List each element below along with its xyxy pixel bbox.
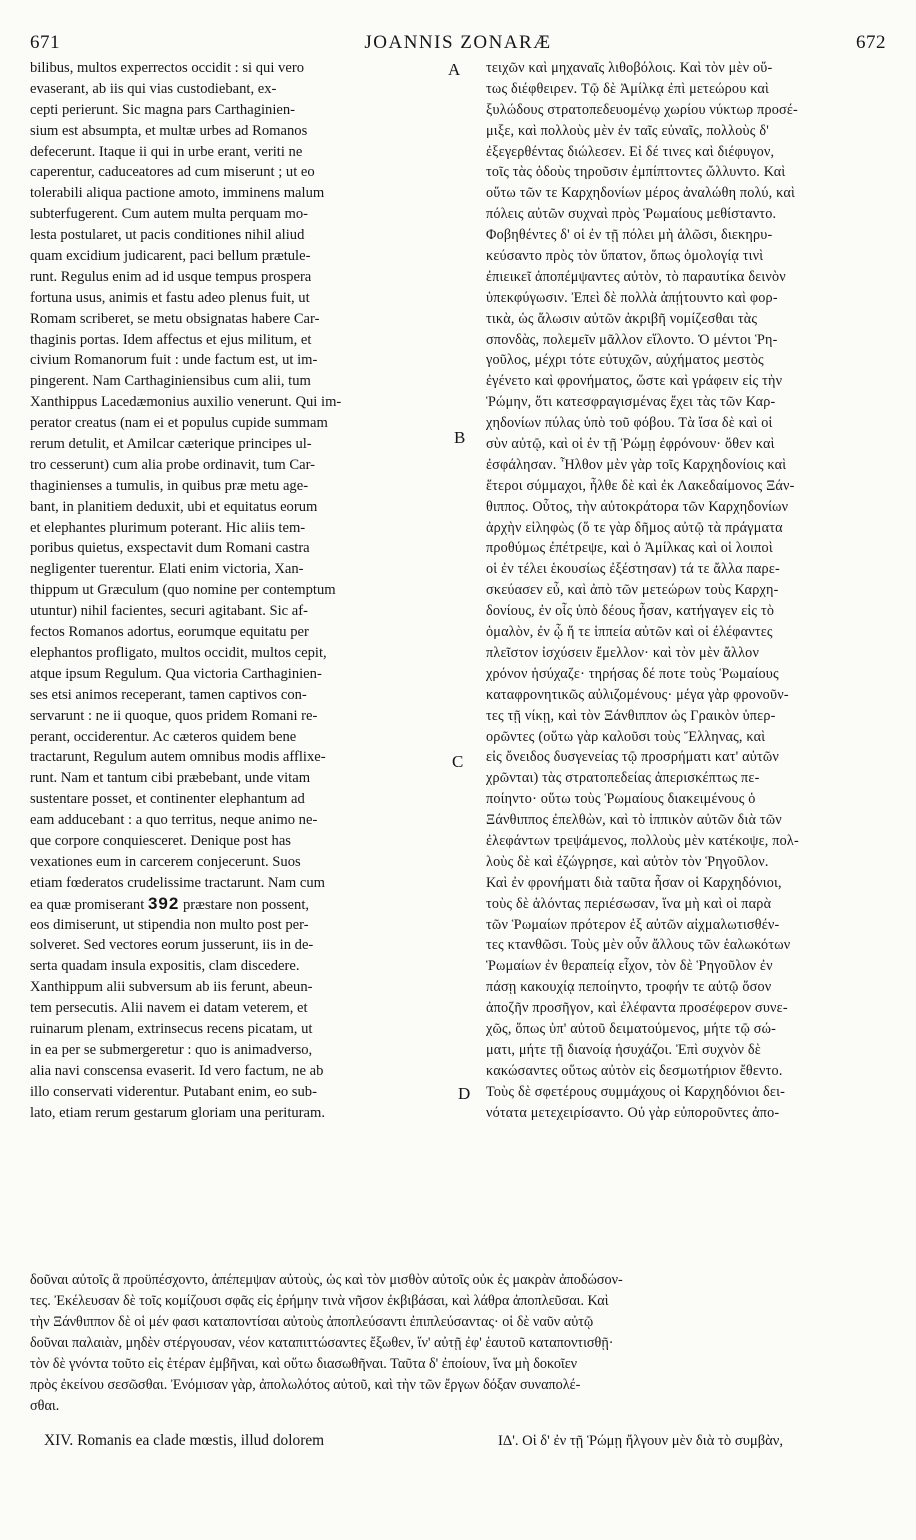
greek-text-line: τως διέφθειρεν. Τῷ δὲ Ἀμίλκᾳ ἐπὶ μετεώρου καὶ (486, 80, 770, 97)
latin-text-line: solveret. Sed vectores eorum jusserunt, iis in de- (30, 937, 314, 954)
greek-text-line: εἰς ὄνειδος δυσγενείας τῷ προσρήματι κατ' αὐτῶν (486, 749, 780, 766)
latin-text-line: fortuna usus, animis et fastu adeo plenus fuit, ut (30, 289, 310, 306)
greek-text-line: χῶς, ὅπως ὑπ' αὐτοῦ δειματούμενος, μήτε τῷ σώ- (486, 1020, 777, 1037)
greek-text-line: ὑπεκφύγωσιν. Ἐπεὶ δὲ πολλὰ ἀπῄτουντο καὶ φορ- (486, 289, 778, 306)
latin-text-line: in ea per se submergeretur : quo is animadverso, (30, 1041, 313, 1058)
greek-text-line: ἀρχὴν εἰληφὼς (ὅ τε γὰρ δῆμος αὐτῷ τὰ πράγματα (486, 519, 783, 536)
latin-text-line: quam excidium judicarent, paci bellum prætule- (30, 248, 311, 265)
latin-text-line: perator creatus (nam ei et populus cupide summam (30, 415, 328, 432)
latin-text-line: eam adducebant : a quo territus, neque animo ne- (30, 812, 318, 829)
greek-text-line: θιππος. Οὗτος, τὴν αὐτοκράτορα τῶν Καρχηδονίων (486, 498, 789, 515)
latin-text-line: sium est absumpta, et multæ urbes ad Romanos (30, 122, 308, 139)
latin-column (30, 58, 461, 1123)
greek-text-line: κεύσαντο πρὸς τὸν ὕπατον, ὅπως ὁμολογίᾳ τινὶ (486, 248, 764, 265)
greek-text-line: πάσῃ κακουχίᾳ πεποίηντο, τροφήν τε αὐτῷ ὅσον (486, 979, 772, 996)
latin-text-line: eos dimiserunt, ut stipendia non multo post per- (30, 916, 309, 933)
latin-text-line: elephantos profligato, multos occidit, multos cepit, (30, 644, 327, 661)
latin-text-line: negligenter tuerentur. Elati enim victoria, Xan- (30, 561, 304, 578)
latin-text-line: ses etsi animos receperant, tamen captivos con- (30, 686, 307, 703)
greek-text-line: δονίους, ἐν οἷς ὑπὸ δέους ἦσαν, κατήγαγεν εἰς τὸ (486, 603, 775, 620)
greek-text-line: ἐγένετο καὶ φρονήματος, ὥστε καὶ γράφειν εἰς τὴν (486, 373, 783, 390)
latin-text-line: bilibus, multos experrectos occidit : si qui vero (30, 60, 304, 76)
greek-text-line: κακώσαντες οὕτως αὐτὸν εἰς δεσμωτήριον ἔθεντο. (486, 1062, 783, 1079)
latin-text-line: alia navi conscensa evaserit. Id vero factum, ne ab (30, 1062, 324, 1079)
latin-text-line: pingerent. Nam Carthaginiensibus cum alii, tum (30, 373, 311, 390)
latin-text-line: Xanthippus Lacedæmonius auxilio venerunt. Qui im- (30, 394, 342, 411)
greek-text-line: οὕτω τῶν τε Καρχηδονίων μέρος ἀναλώθη πολύ, καὶ (486, 185, 796, 202)
latin-text-line: et elephantes plurimum poterant. Hic aliis tem- (30, 519, 306, 536)
greek-text-line: Ῥώμην, ὅτι κατεσφραγισμένας ἔχει τὰς τῶν Καρ- (486, 394, 776, 411)
greek-text-line: τοὺς δὲ ἁλόντας περιέσωσαν, ἵνα μὴ καὶ οἱ παρὰ (486, 895, 772, 912)
latin-text-line: Romam scriberet, se metu obsignatas habere Car- (30, 310, 320, 327)
latin-text-line: que corpore conquiesceret. Denique post has (30, 832, 291, 849)
greek-text-line: δοῦναι παλαιὰν, μηδὲν στέργουσαν, νέον καταπιττώσαντες ἔξωθεν, ἵν' αὐτῇ ἐφ' ἑαυτοῦ καταποντισθῇ· (30, 1335, 614, 1351)
latin-text-line: poribus quietus, exspectavit dum Romani castra (30, 540, 310, 557)
greek-section-heading: ΙΔ'. Οἱ δ' ἐν τῇ Ῥώμῃ ἤλγουν μὲν διὰ τὸ συμβὰν, (498, 1433, 784, 1449)
latin-text-line: defecerunt. Itaque ii qui in urbe erant, veriti ne (30, 143, 303, 160)
latin-text-line: subterfugerent. Cum autem multa perquam mo- (30, 206, 309, 223)
greek-text-line: τες. Ἐκέλευσαν δὲ τοῖς κομίζουσι σφᾶς εἰς ἐρήμην τινὰ νῆσον ἐκβιβάσαι, καὶ λάθρα ἀποπλεῦσαι. Καὶ (30, 1293, 609, 1309)
latin-text-line: fectos Romanos adortus, eorumque equitatu per (30, 624, 309, 641)
latin-text-line: civium Romanorum fuit : unde factum est, ut im- (30, 352, 318, 369)
latin-text-line: lato, etiam rerum gestarum gloriam una perituram. (30, 1104, 326, 1121)
greek-text-line: Καὶ ἐν φρονήματι διὰ ταῦτα ἦσαν οἱ Καρχηδόνιοι, (486, 874, 782, 891)
greek-text-line: τοῖς τὰς ὁδοὺς τηροῦσιν ἐμπίπτοντες ὤλλυντο. Καὶ (486, 164, 786, 181)
greek-text-line: σὺν αὐτῷ, καὶ οἱ ἐν τῇ Ῥώμῃ ἐφρόνουν· ὅθεν καὶ (486, 436, 775, 453)
latin-text-line: etiam fœderatos crudelissime tractarunt. Nam cum (30, 874, 326, 891)
edition-page-marker: 392 (147, 893, 180, 913)
greek-text-line: ἐσφάλησαν. Ἦλθον μὲν γὰρ τοῖς Καρχηδονίοις καὶ (486, 456, 787, 473)
greek-text-line: οἱ ἐν τέλει ἑκουσίως ἐξέστησαν) τά τε ἄλλα παρε- (486, 561, 780, 578)
greek-text-line: ἐπιεικεῖ ἀποπέμψαντες αὐτὸν, τὸ παραυτίκα δεινὸν (486, 268, 786, 285)
margin-letter-d: D (458, 1084, 471, 1103)
greek-text-line: μιξε, καὶ πολλοὺς μὲν ἐν ταῖς εὐναῖς, πολλοὺς δ' (486, 122, 769, 139)
greek-text-line: Φοβηθέντες δ' οἱ ἐν τῇ πόλει μὴ ἁλῶσι, διεκηρυ- (486, 227, 773, 244)
latin-text-line: ruinarum plenam, extrinsecus recens picatam, ut (30, 1020, 313, 1037)
latin-text-line: tolerabili aliqua pactione amoto, imminens malum (30, 185, 325, 202)
latin-text-line: Xanthippum alii subversum ab iis ferunt, abeun- (30, 979, 313, 996)
latin-text-line: tro cesserunt) cum alia probe ordinavit, tum Car- (30, 456, 316, 473)
page-number-left: 671 (30, 32, 60, 53)
latin-text-line: bant, in planitiem deduxit, ubi et equitatus eorum (30, 498, 318, 515)
greek-text-line: χηδονίων πύλας ὑπὸ τοῦ φόβου. Τὰ ἴσα δὲ καὶ οἱ (486, 415, 773, 432)
greek-text-line: σθαι. (30, 1398, 60, 1414)
greek-text-line: τῶν Ῥωμαίων πρότερον ἐξ αὐτῶν αἰχμαλωτισθέν- (486, 916, 780, 933)
greek-text-line: χρῶνται) τὰς στρατοπεδείας ἀπερισκέπτως πε- (486, 770, 760, 787)
greek-text-line: πόλεις αὐτῶν συχναὶ πρὸς Ῥωμαίους μεθίσταντο. (486, 206, 777, 223)
greek-text-line: πρὸς ἐκείνου σεσῶσθαι. Ἐνόμισαν γὰρ, ἀπολωλότος αὐτοῦ, καὶ τὴν τῶν ἔργων δόξαν συναπολέ- (30, 1377, 581, 1393)
latin-text-line: ea quæ promiserant 392 præstare non possent, (30, 893, 310, 913)
greek-text-line: Τοὺς δὲ σφετέρους συμμάχους οἱ Καρχηδόνιοι δει- (486, 1083, 786, 1100)
greek-column (486, 58, 878, 1123)
latin-text-line: caperentur, caduceatores ad cum miserunt ; ut eo (30, 164, 315, 181)
latin-text-line: thippum ut Græculum (quo nomine per contemptum (30, 582, 336, 599)
latin-text-line: evaserant, ab iis qui vias custodiebant, ex- (30, 80, 277, 97)
greek-text-line: τες τῇ νίκῃ, καὶ τὸν Ξάνθιππον ὡς Γραικὸν ὑπερ- (486, 707, 776, 724)
greek-text-line: ορῶντες (οὕτω γὰρ καλοῦσι τοὺς Ἕλληνας, καὶ (486, 728, 766, 745)
greek-text-line: τὴν Ξάνθιππον δὲ οἱ μέν φασι καταποντίσαι αὐτοὺς ἀποπλεύσαντι ἐπιπλεύσαντας· οἱ δὲ ναῦν αὐτῷ (30, 1314, 594, 1330)
greek-text-line: σκεύασεν εὖ, καὶ ἀπὸ τῶν μετεώρων τοὺς Καρχη- (486, 582, 779, 599)
greek-text-line: τικὰ, ὡς ἅλωσιν αὐτῶν ἀκριβῆ νομίζεσθαι τὰς (486, 310, 758, 327)
greek-text-line: ἀποζῆν προσῆγον, καὶ ἐλέφαντα προσέφερον συνε- (486, 1000, 788, 1017)
page-number-right: 672 (856, 32, 886, 53)
greek-text-line: πλεῖστον ἰσχύσειν ἔμελλον· καὶ τὸν μὲν ἄλλον (486, 644, 760, 661)
latin-text-line: servarunt : ne ii quoque, quos pridem Romani re- (30, 707, 318, 724)
greek-text-line: τειχῶν καὶ μηχαναῖς λιθοβόλοις. Καὶ τὸν μὲν οὕ- (486, 60, 773, 76)
latin-text-line: runt. Nam et tantum cibi præbebant, unde vitam (30, 770, 311, 787)
latin-text-line: atque ipsum Regulum. Qua victoria Carthaginien- (30, 665, 322, 682)
greek-text-line: Ῥωμαίων ἐν θεραπείᾳ εἶχον, τὸν δὲ Ῥηγοῦλον ἐν (486, 958, 773, 975)
greek-text-line: ἕτεροι σύμμαχοι, ἦλθε δὲ καὶ ἐκ Λακεδαίμονος Ξάν- (486, 477, 795, 494)
margin-letter-c: C (452, 752, 464, 771)
latin-text-line: lesta postularet, ut pacis conditiones nihil aliud (30, 227, 305, 244)
greek-text-line: ξυλώδους στρατοπεδευομένῳ χωρίου νύκτωρ προσέ- (486, 101, 798, 118)
latin-text-line: sustentare posset, et continenter elephantum ad (30, 791, 305, 808)
latin-text-line: tem persecutis. Alii navem ei datam veterem, et (30, 1000, 308, 1017)
greek-text-line: δοῦναι αὐτοῖς ἃ προϋπέσχοντο, ἀπέπεμψαν αὐτοὺς, ὡς καὶ τὸν μισθὸν αὐτοῖς οὐκ ἐς μακρὰν ἀποδώσον- (30, 1272, 623, 1288)
margin-letter-a: A (448, 60, 461, 79)
greek-text-line: ἐξεγερθέντας διώλεσεν. Εἰ δέ τινες καὶ διέφυγον, (486, 143, 775, 160)
greek-text-line: νότατα μετεχειρίσαντο. Οὐ γὰρ εὐποροῦντες ἀπο- (486, 1104, 780, 1121)
greek-text-line: ὁμαλὸν, ἐν ᾧ ἥ τε ἱππεία αὐτῶν καὶ οἱ ἐλέφαντες (486, 624, 773, 641)
greek-text-line: Ξάνθιππος ἐπελθὼν, καὶ τὸ ἱππικὸν αὐτῶν διὰ τῶν (486, 812, 782, 829)
greek-text-line: ματι, μήτε τῇ διανοίᾳ ἡσυχάζοι. Ἐπὶ συχνὸν δὲ (486, 1041, 761, 1058)
greek-text-line: τες κτανθῶσι. Τοὺς μὲν οὖν ἄλλους τῶν ἑαλωκότων (486, 937, 791, 954)
greek-text-line: προθύμως ἐπέτρεψε, καὶ ὁ Ἀμίλκας καὶ οἱ λοιποὶ (486, 540, 773, 557)
greek-text-line: λοὺς δὲ καὶ ἐζώγρησε, καὶ αὐτὸν τὸν Ῥηγοῦλον. (486, 853, 769, 870)
greek-text-line: σπονδὰς, πολεμεῖν μᾶλλον εἵλοντο. Ὁ μέντοι Ῥη- (486, 331, 778, 348)
margin-letter-b: B (454, 428, 466, 447)
greek-text-line: καταφρονητικῶς αὐλιζομένους· μέγα γὰρ φρονοῦν- (486, 686, 789, 703)
latin-text-line: tractarunt, Regulum autem omnibus modis afflixe- (30, 749, 326, 766)
greek-text-line: τὸν δὲ γνόντα τοῦτο εἰς ἑτέραν ἐμβῆναι, καὶ οὕτω διασωθῆναι. Ταῦτα δ' ἐποίουν, ἵνα μὴ δοκοῖεν (30, 1356, 578, 1372)
greek-text-line: χρόνον ἡσύχαζε· τηρήσας δέ ποτε τοὺς Ῥωμαίους (486, 665, 779, 682)
greek-text-line: γοῦλος, μέχρι τότε εὐτυχῶν, αὐχήματος μεστὸς (486, 352, 764, 369)
latin-text-line: thaginienses a tumulis, in quibus præ metu age- (30, 477, 309, 494)
latin-text-line: utuntur) nihil facientes, securi agitabant. Sic af- (30, 603, 308, 620)
latin-section-heading: XIV. Romanis ea clade mœstis, illud dolorem (44, 1432, 325, 1449)
latin-text-line: rerum detulit, et Amilcar cæterique principes ul- (30, 436, 312, 453)
greek-full-width-paragraph (30, 1270, 882, 1417)
latin-text-line: serta quadam insula expositis, clam discedere. (30, 958, 300, 975)
latin-text-line: perant, occiderentur. Ac cæteros quidem bene (30, 728, 297, 745)
latin-text-line: cepti perierunt. Sic magna pars Carthaginien- (30, 101, 296, 118)
latin-text-line: runt. Regulus enim ad id usque tempus prospera (30, 268, 312, 285)
latin-text-line: thaginis portas. Idem affectus et ejus militum, et (30, 331, 312, 348)
greek-text-line: ποίηντο· οὕτω τοὺς Ῥωμαίους διακειμένους ὁ (486, 791, 756, 808)
latin-text-line: illo conservati viderentur. Putabant enim, eo sub- (30, 1083, 317, 1100)
latin-text-line: vexationes eum in carcerem conjecerunt. Suos (30, 853, 301, 870)
running-head-title: JOANNIS ZONARÆ (364, 32, 552, 53)
greek-text-line: ἐλεφάντων τρεψάμενος, πολλοὺς μὲν κατέκοψε, πολ- (486, 832, 799, 849)
